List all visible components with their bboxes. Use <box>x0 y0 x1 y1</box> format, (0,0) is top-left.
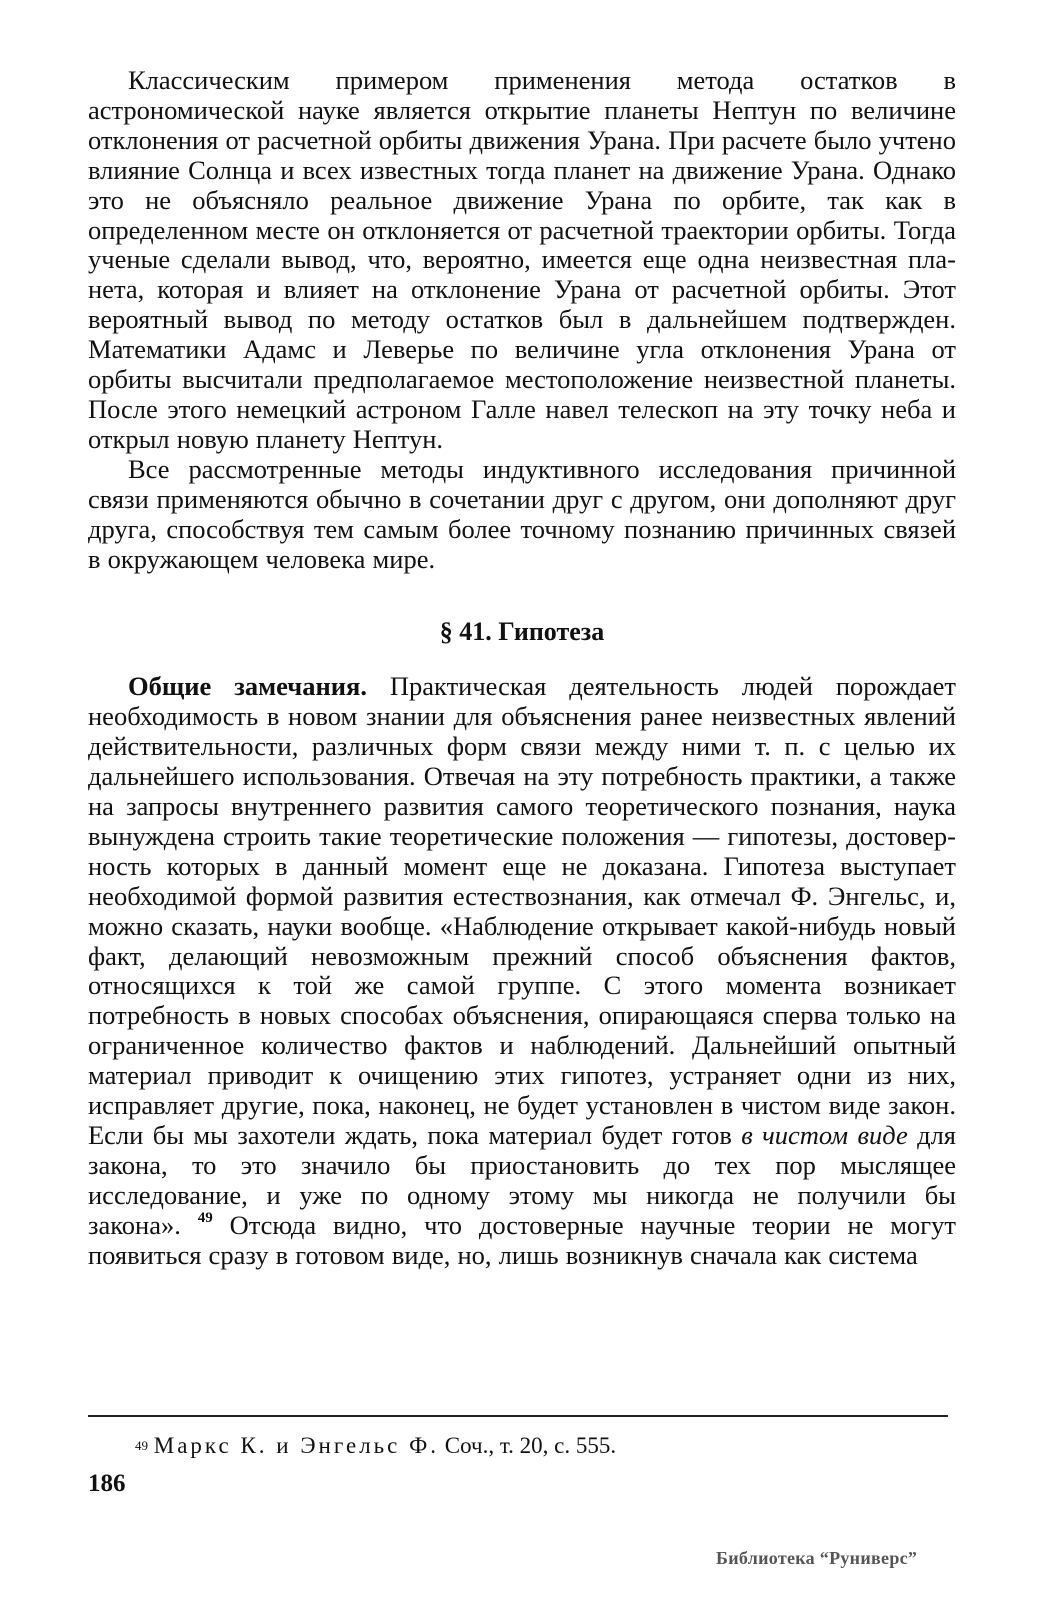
footnote-marker[interactable]: 49 <box>197 1209 213 1226</box>
italic-phrase: в чистом виде <box>741 1120 908 1150</box>
section-heading <box>88 616 956 648</box>
page-number: 186 <box>88 1470 126 1497</box>
section-number: § 41. <box>439 617 492 647</box>
paragraph-inductive-methods: Все рассмотренные методы индуктивного исследования причинной связи применяются обычно в сочетании друг с другом, они дополняют друг друга, способствуя тем самым более точному познанию причинных связей в окружающем человека мире. <box>88 453 956 574</box>
footnote-authors: Маркс К. и Энгельс Ф. <box>153 1433 440 1458</box>
footnote-divider <box>88 1415 948 1417</box>
footnote-reference: Соч., т. 20, с. 555. <box>439 1433 617 1458</box>
footnote-number: 49 <box>135 1438 148 1453</box>
paragraph-text-a: Практическая деятельность людей порождает необходимость в новом знании для объяснения ранее неизвестных явлений действительности, различных форм связи между ними т. п. с целью их дальнейшего использования. Отвечая на эту потребность практики, а также на запросы внутреннего развития самого теоретического познания, наука вынуждена строить такие теоретические положения — гипотезы, достоверность которых в данный момент еще не доказана. Гипотеза выступает необходимой формой развития естествознания, как отмечал Ф. Энгельс, и, можно сказать, науки вообще. «Наблюдение открывает какой-нибудь новый факт, делающий невозможным прежний способ объяснения фактов, относящихся к той же самой группе. С этого момента возникает потребность в новых способах объяснения, опирающаяся сперва только на ограниченное количество фактов и наблюдений. Дальнейший опытный материал приводит к очищению этих гипотез, устраняет одни из них, исправляет другие, пока, наконец, не будет установлен в чистом виде закон. Если бы мы захотели ждать, пока материал будет готов <box>88 671 956 1150</box>
paragraph-text-c: Отсюда видно, что достоверные научные теории не могут появиться сразу в готовом виде, но, лишь возникнув сначала как система <box>88 1209 957 1270</box>
footnote <box>135 1432 616 1460</box>
paragraph-lead: Общие замечания. <box>128 671 367 702</box>
section-title: Гипотеза <box>498 617 605 647</box>
paragraph-neptune: Классическим примером применения метода остатков в астрономической науке является открытие планеты Нептун по величине отклонения от расчетной орбиты движения Урана. При расчете было учтено влияние Солнца и всех известных тогда планет на движение Урана. Однако это не объясняло реальное движение Урана по орбите, так как в определенном месте он отклоняется от расчетной траектории орбиты. Тогда ученые сделали вывод, что, вероятно, имеется еще одна неизвестная планета, которая и влияет на отклонение Урана от расчетной орбиты. Этот вероятный вывод по методу остатков был в дальнейшем подтвержден. Математики Адамс и Леверье по величине угла отклонения Урана от орбиты высчитали предполагаемое местоположение неизвестной планеты. После этого немецкий астроном Галле навел телескоп на эту точку неба и открыл новую планету Нептун. <box>88 65 956 454</box>
paragraph-text-b: для закона, то это значило бы приостановить до тех пор мыслящее исследование, и уже по одному этому мы никогда не получили бы закона». <box>88 1120 956 1240</box>
page-body <box>88 66 956 1271</box>
paragraph-hypothesis <box>88 672 956 1270</box>
library-watermark: Библиотека “Руниверс” <box>716 1548 918 1568</box>
